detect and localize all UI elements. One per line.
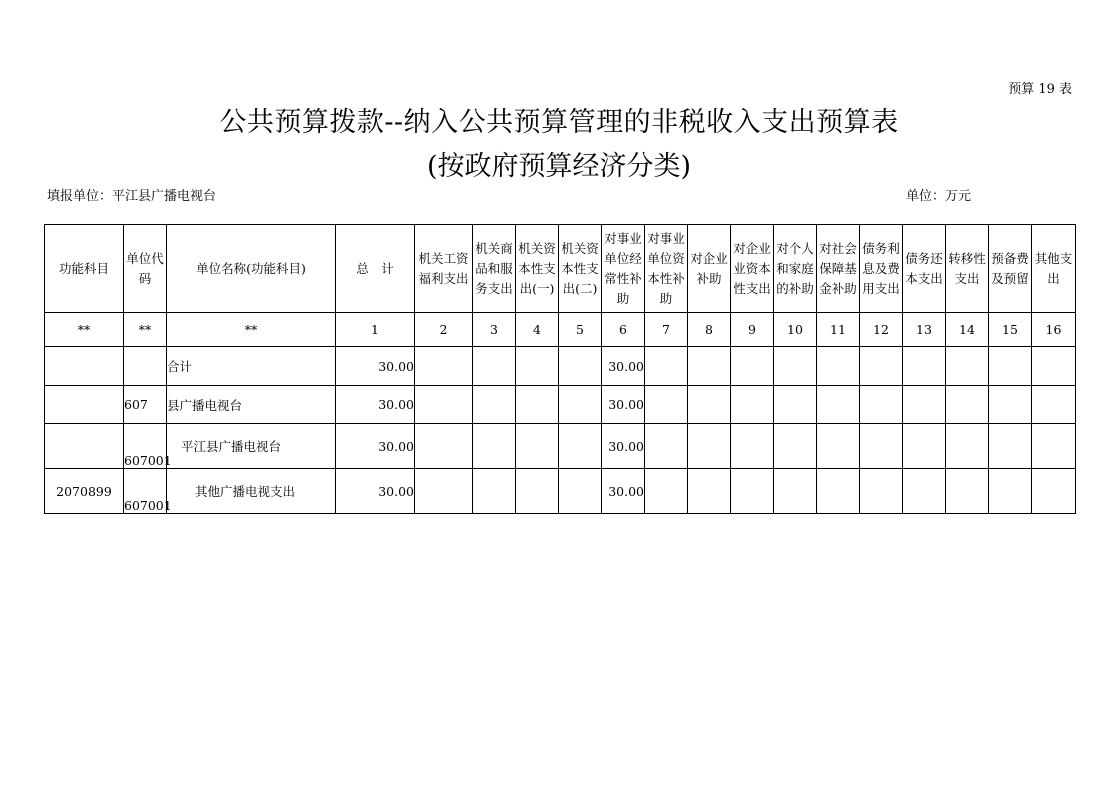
page-title: 公共预算拨款--纳入公共预算管理的非税收入支出预算表 [219,107,899,138]
col-header: 对社会保障基金补助 [817,225,860,313]
col-header: 转移性支出 [946,225,989,313]
func-code-cell: 2070899 [45,469,124,514]
index-row [45,313,1076,347]
currency-unit: 单位：万元 [906,189,972,204]
unit-code-cell: 607001 [124,424,167,469]
index-cell: 16 [1032,313,1076,347]
col-header: 对企业补助 [688,225,731,313]
index-cell: 5 [559,313,602,347]
unit-name-text: 平江县广播电视台 [181,439,282,454]
index-cell: 1 [336,313,415,347]
index-cell: 12 [860,313,903,347]
index-cell: 10 [774,313,817,347]
col-header: 总 计 [336,225,415,313]
index-cell: ** [45,313,124,347]
index-cell: 3 [473,313,516,347]
index-cell: 15 [989,313,1032,347]
index-cell: 4 [516,313,559,347]
index-cell: 2 [415,313,473,347]
total-cell: 30.00 [336,386,415,424]
unit-code-cell [124,347,167,386]
col-header: 单位代码 [124,225,167,313]
func-code-cell [45,386,124,424]
page-subtitle: (按政府预算经济分类) [426,151,692,182]
page-id: 预算 19 表 [1008,82,1072,97]
col-header: 对企业业资本性支出 [731,225,774,313]
index-cell: 9 [731,313,774,347]
index-cell: 11 [817,313,860,347]
col-header: 单位名称(功能科目) [167,225,336,313]
func-code-cell [45,347,124,386]
index-cell: ** [124,313,167,347]
subsidy-cell: 30.00 [602,347,645,386]
unit-name-cell [167,386,336,424]
col-header: 债务还本支出 [903,225,946,313]
total-cell: 30.00 [336,424,415,469]
table-row [45,469,1076,514]
table-row [45,386,1076,424]
index-cell: 14 [946,313,989,347]
col-header: 机关资本性支出(二) [559,225,602,313]
col-header: 预备费及预留 [989,225,1032,313]
col-header: 对事业单位经常性补助 [602,225,645,313]
index-cell: 8 [688,313,731,347]
col-header: 功能科目 [45,225,124,313]
unit-code-cell: 607 [124,386,167,424]
index-cell: 7 [645,313,688,347]
col-header: 债务利息及费用支出 [860,225,903,313]
func-code-cell [45,424,124,469]
subsidy-cell: 30.00 [602,386,645,424]
table-row [45,347,1076,386]
index-cell: 13 [903,313,946,347]
table-row [45,424,1076,469]
index-cell: 6 [602,313,645,347]
unit-code-cell: 607001 [124,469,167,514]
index-cell: ** [167,313,336,347]
total-cell: 30.00 [336,469,415,514]
subsidy-cell: 30.00 [602,424,645,469]
col-header: 机关商品和服务支出 [473,225,516,313]
budget-table [44,224,1076,514]
col-header: 机关工资福利支出 [415,225,473,313]
unit-name-text: 合计 [167,359,193,374]
col-header: 对个人和家庭的补助 [774,225,817,313]
col-header: 机关资本性支出(一) [516,225,559,313]
col-header: 对事业单位资本性补助 [645,225,688,313]
unit-name-cell [167,347,336,386]
unit-name-text: 其他广播电视支出 [195,484,296,499]
header-row [45,225,1076,313]
unit-name-cell [167,469,336,514]
total-cell: 30.00 [336,347,415,386]
unit-name-cell [167,424,336,469]
filler-unit: 填报单位：平江县广播电视台 [47,189,217,204]
subsidy-cell: 30.00 [602,469,645,514]
col-header: 其他支出 [1032,225,1076,313]
unit-name-text: 县广播电视台 [167,397,243,413]
